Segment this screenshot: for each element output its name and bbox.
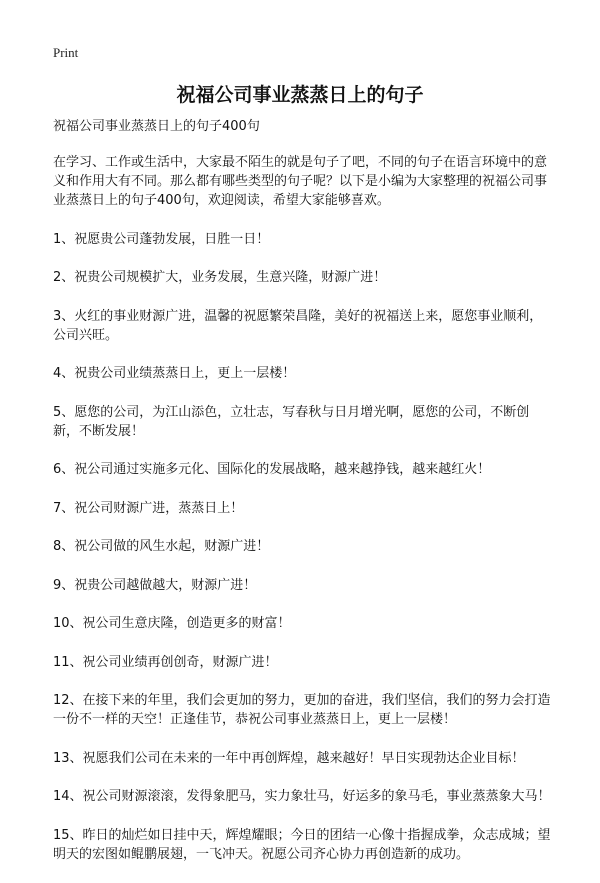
intro-paragraph: 在学习、工作或生活中，大家最不陌生的就是句子了吧，不同的句子在语言环境中的意义和作用大有不同。那么都有哪些类型的句子呢？以下是小编为大家整理的祝福公司事业蒸蒸日上的句子400句，欢迎阅读，希望大家能够喜欢。 — [53, 155, 548, 208]
list-item: 11、祝公司业绩再创创奇，财源广进！ — [53, 654, 278, 670]
list-item: 9、祝贵公司越做越大，财源广进！ — [53, 577, 257, 593]
list-item: 5、愿您的公司，为江山添色，立壮志，写春秋与日月增光啊，愿您的公司，不断创新，不断发展！ — [53, 404, 530, 439]
list-item: 3、火红的事业财源广进，温馨的祝愿繁荣昌隆，美好的祝福送上来，愿您事业顺利，公司兴旺。 — [53, 308, 543, 343]
article-subtitle: 祝福公司事业蒸蒸日上的句子400句 — [53, 119, 260, 134]
list-item: 4、祝贵公司业绩蒸蒸日上，更上一层楼！ — [53, 366, 296, 381]
article-body — [53, 117, 553, 883]
print-link[interactable]: Print — [53, 45, 79, 60]
list-item: 13、祝愿我们公司在未来的一年中再创辉煌，越来越好！早日实现勃达企业目标！ — [53, 750, 525, 766]
list-item: 15、昨日的灿烂如日挂中天，辉煌耀眼；今日的团结一心像十指握成拳，众志成城；望明天的宏图如鲲鹏展翅，一飞冲天。祝愿公司齐心协力再创造新的成功。 — [53, 827, 551, 862]
list-item: 10、祝公司生意庆隆，创造更多的财富！ — [53, 616, 291, 631]
list-item: 12、在接下来的年里，我们会更加的努力，更加的奋进，我们坚信，我们的努力会打造一份不一样的天空！正逢佳节，恭祝公司事业蒸蒸日上，更上一层楼！ — [53, 693, 551, 727]
page-title: 祝福公司事业蒸蒸日上的句子 — [176, 84, 424, 106]
list-item: 2、祝贵公司规模扩大，业务发展，生意兴隆，财源广进！ — [53, 270, 387, 285]
list-item: 1、祝愿贵公司蓬勃发展，日胜一日！ — [53, 231, 270, 247]
list-item: 6、祝公司通过实施多元化、国际化的发展战略，越来越挣钱，越来越红火！ — [53, 462, 491, 477]
list-item: 8、祝公司做的风生水起，财源广进！ — [53, 539, 270, 554]
list-item: 7、祝公司财源广进，蒸蒸日上！ — [53, 500, 244, 516]
list-item: 14、祝公司财源滚滚，发得象肥马，实力象壮马，好运多的象马毛，事业蒸蒸象大马！ — [53, 789, 551, 804]
